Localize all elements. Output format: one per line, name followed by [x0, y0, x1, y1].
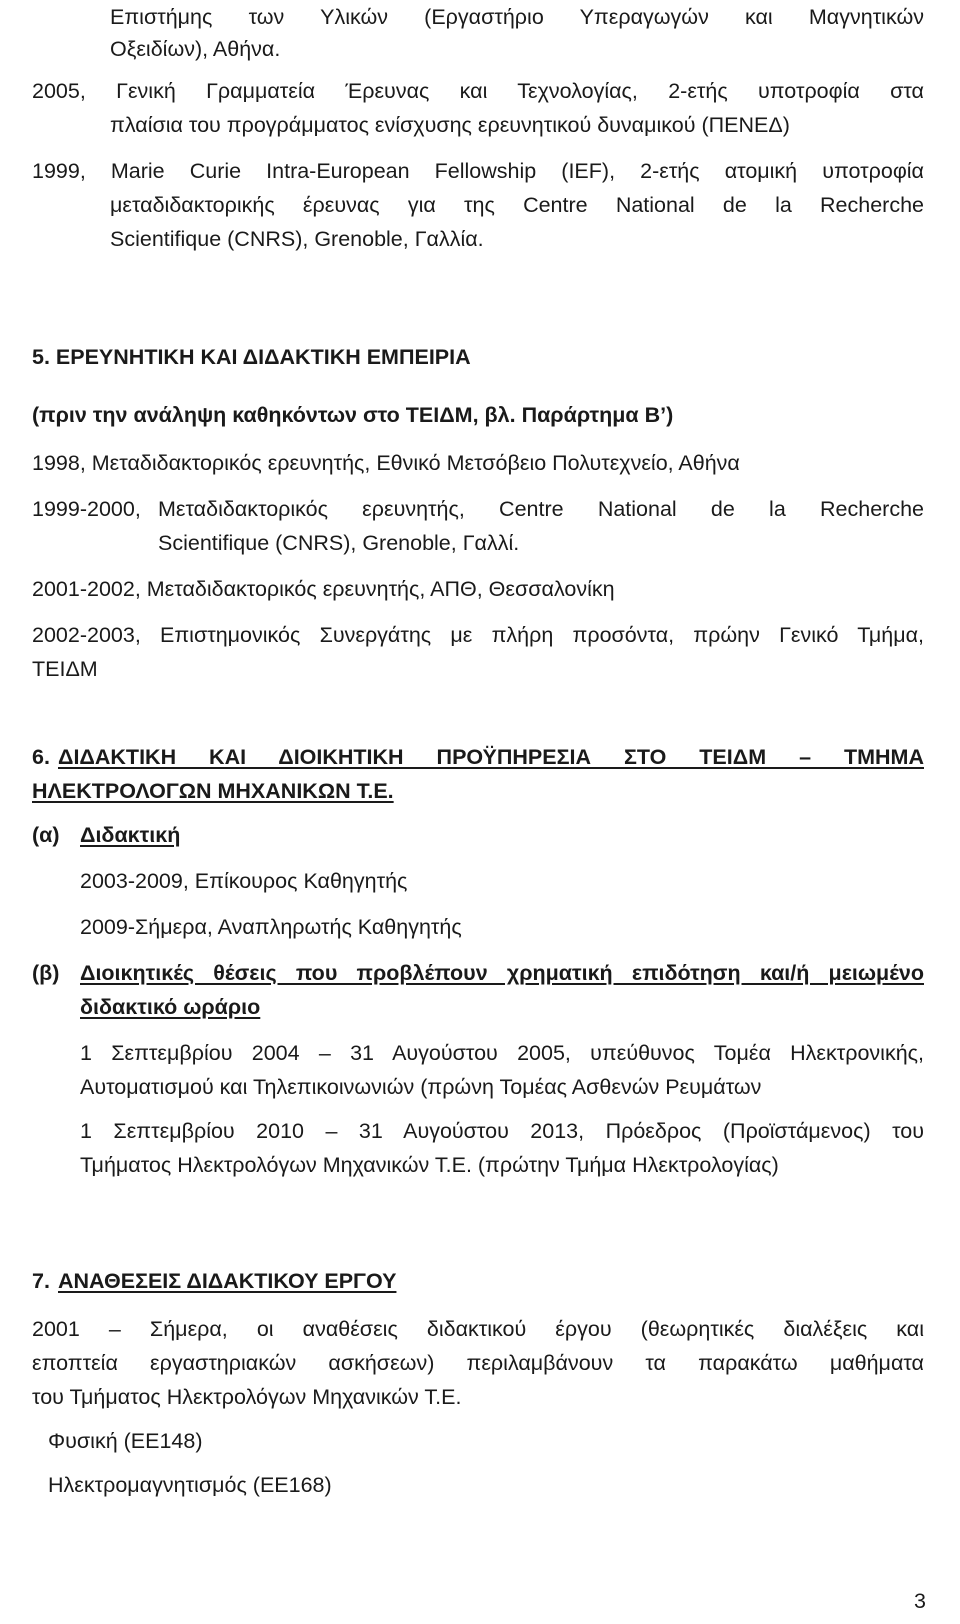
section-5-subtitle: (πριν την ανάληψη καθηκόντων στο ΤΕΙΔΜ, βλ. Παράρτημα Β’) [32, 403, 674, 427]
section-7-number: 7. [32, 1269, 50, 1293]
item-1998: 1998, Μεταδιδακτορικός ερευνητής, Εθνικό Μετσόβειο Πολυτεχνείο, Αθήνα [32, 451, 740, 475]
item-1999-line-2: μεταδιδακτορικής έρευνας για της Centre National de la Recherche [110, 193, 924, 217]
teaching-item-1: 2003-2009, Επίκουρος Καθηγητής [80, 869, 408, 893]
assignments-para-line-1: 2001 – Σήμερα, οι αναθέσεις διδακτικού έργου (θεωρητικές διαλέξεις και [32, 1317, 924, 1341]
subsection-b-title-line-1: Διοικητικές θέσεις που προβλέπουν χρηματική επιδότηση και/ή μειωμένο [80, 961, 924, 985]
item-1999-line-1: 1999, Marie Curie Intra-European Fellowship (IEF), 2-ετής ατομική υποτροφία [32, 159, 924, 183]
item-1999-2000-line-2: Scientifique (CNRS), Grenoble, Γαλλί. [158, 531, 520, 555]
item-1999-2000-line-1: Μεταδιδακτορικός ερευνητής, Centre National de la Recherche [158, 497, 924, 521]
admin-item-1-line-2: Αυτοματισμού και Τηλεπικοινωνιών (πρώνη Τομέας Ασθενών Ρευμάτων [80, 1075, 762, 1099]
course-item-1: Φυσική (ΕΕ148) [48, 1429, 203, 1453]
teaching-item-2: 2009-Σήμερα, Αναπληρωτής Καθηγητής [80, 915, 462, 939]
subsection-a-title: Διδακτική [80, 823, 181, 847]
continuation-line-1: Επιστήμης των Υλικών (Εργαστήριο Υπεραγωγών και Μαγνητικών [110, 5, 924, 29]
section-7-title: ΑΝΑΘΕΣΕΙΣ ΔΙΔΑΚΤΙΚΟΥ ΕΡΓΟΥ [58, 1269, 397, 1293]
item-2002-2003-line-1: 2002-2003, Επιστημονικός Συνεργάτης με πλήρη προσόντα, πρώην Γενικό Τμήμα, [32, 623, 924, 647]
assignments-para-line-3: του Τμήματος Ηλεκτρολόγων Μηχανικών Τ.Ε. [32, 1385, 462, 1409]
section-5-title: 5. ΕΡΕΥΝΗΤΙΚΗ ΚΑΙ ΔΙΔΑΚΤΙΚΗ ΕΜΠΕΙΡΙΑ [32, 345, 471, 369]
section-6-number: 6. [32, 745, 50, 769]
admin-item-1-line-1: 1 Σεπτεμβρίου 2004 – 31 Αυγούστου 2005, υπεύθυνος Τομέα Ηλεκτρονικής, [80, 1041, 924, 1065]
admin-item-2-line-1: 1 Σεπτεμβρίου 2010 – 31 Αυγούστου 2013, Πρόεδρος (Προϊστάμενος) του [80, 1119, 924, 1143]
assignments-para-line-2: εποπτεία εργαστηριακών ασκήσεων) περιλαμβάνουν τα παρακάτω μαθήματα [32, 1351, 924, 1375]
item-2005-line-2: πλαίσια του προγράμματος ενίσχυσης ερευνητικού δυναμικού (ΠΕΝΕΔ) [110, 113, 790, 137]
continuation-line-2: Οξειδίων), Αθήνα. [110, 37, 281, 61]
item-2001-2002: 2001-2002, Μεταδιδακτορικός ερευνητής, ΑΠΘ, Θεσσαλονίκη [32, 577, 615, 601]
subsection-b-label: (β) [32, 961, 60, 985]
section-6-title-line-1: ΔΙΔΑΚΤΙΚΗ ΚΑΙ ΔΙΟΙΚΗΤΙΚΗ ΠΡΟΫΠΗΡΕΣΙΑ ΣΤΟ ΤΕΙΔΜ – ΤΜΗΜΑ [58, 745, 924, 769]
section-6-title-line-2: ΗΛΕΚΤΡΟΛΟΓΩΝ ΜΗΧΑΝΙΚΩΝ Τ.Ε. [32, 779, 394, 803]
page-number: 3 [914, 1589, 926, 1613]
item-2005-line-1: 2005, Γενική Γραμματεία Έρευνας και Τεχνολογίας, 2-ετής υποτροφία στα [32, 79, 924, 103]
item-1999-line-3: Scientifique (CNRS), Grenoble, Γαλλία. [110, 227, 484, 251]
item-1999-2000-year: 1999-2000, [32, 497, 141, 521]
item-2002-2003-line-2: ΤΕΙΔΜ [32, 657, 98, 681]
admin-item-2-line-2: Τμήματος Ηλεκτρολόγων Μηχανικών Τ.Ε. (πρώτην Τμήμα Ηλεκτρολογίας) [80, 1153, 779, 1177]
course-item-2: Ηλεκτρομαγνητισμός (ΕΕ168) [48, 1473, 332, 1497]
subsection-b-title-line-2: διδακτικό ωράριο [80, 995, 261, 1019]
subsection-a-label: (α) [32, 823, 60, 847]
